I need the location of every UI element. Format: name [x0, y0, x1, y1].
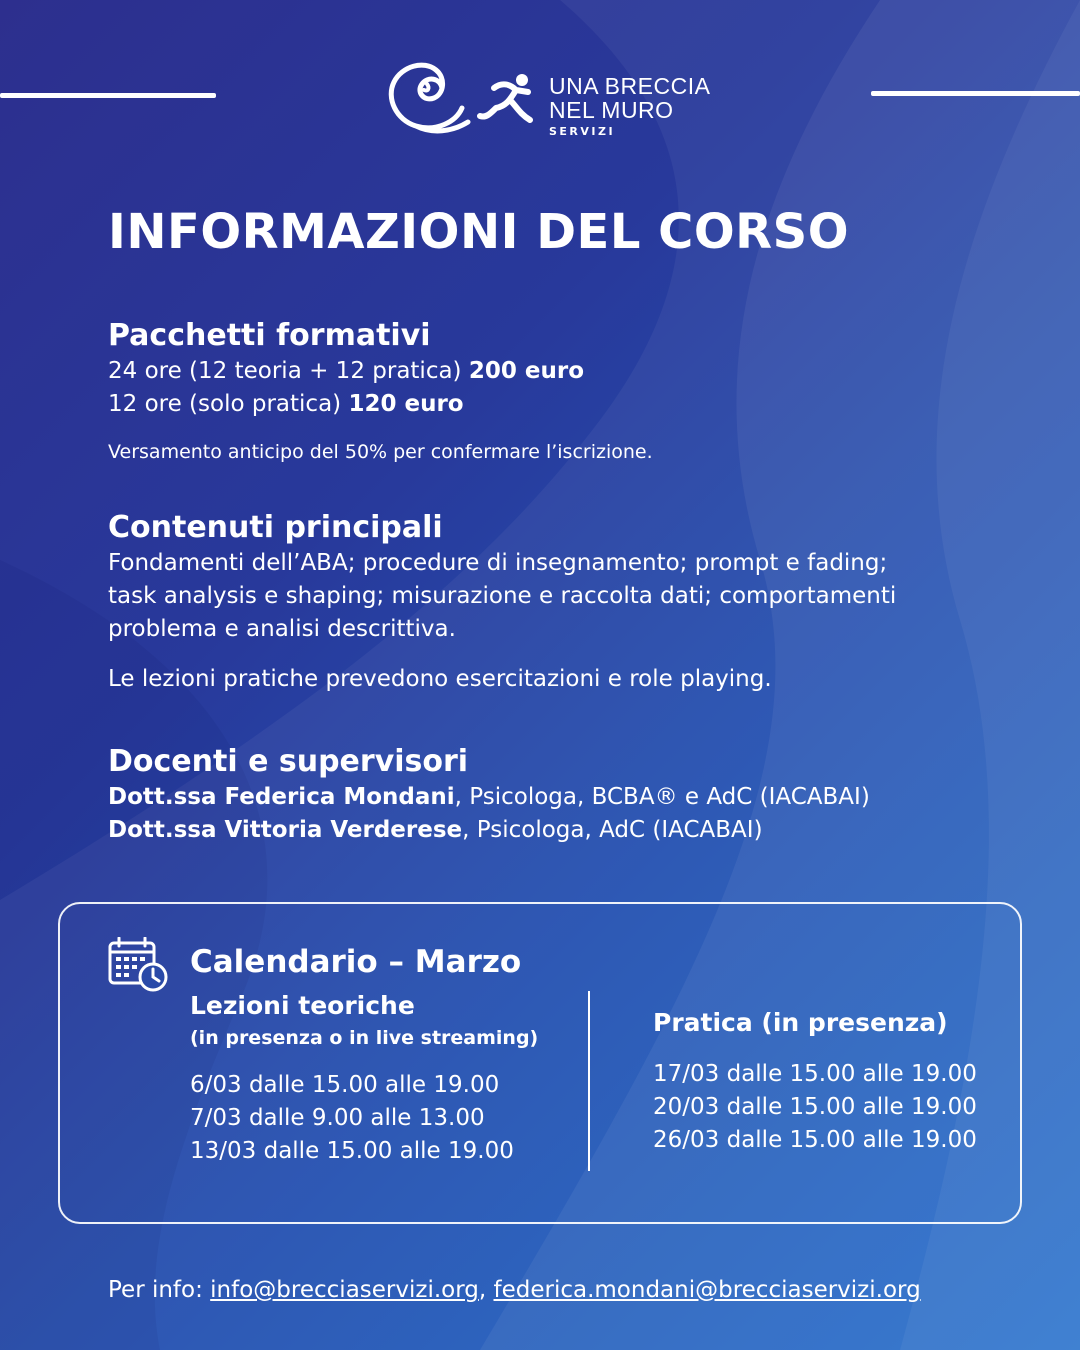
teacher-item	[108, 781, 988, 814]
package-price: 120 euro	[348, 391, 464, 417]
packages-heading: Pacchetti formativi	[108, 318, 431, 353]
theory-heading: Lezioni teoriche	[190, 991, 415, 1020]
calendar-title: Calendario – Marzo	[190, 944, 522, 980]
teacher-role: , Psicologa, AdC (IACABAI)	[462, 817, 763, 843]
brand-logo	[382, 48, 711, 140]
contents-line: Fondamenti dell’ABA; procedure di insegnamento; prompt e fading;	[108, 550, 888, 576]
contents-section	[108, 509, 988, 696]
date-item: 17/03 dalle 15.00 alle 19.00	[653, 1061, 977, 1087]
date-item: 26/03 dalle 15.00 alle 19.00	[653, 1127, 977, 1153]
teachers-heading: Docenti e supervisori	[108, 744, 469, 779]
footer-separator: ,	[478, 1277, 494, 1303]
brand-name-line2: NEL MURO	[549, 97, 674, 123]
package-description: 24 ore (12 teoria + 12 pratica)	[108, 358, 469, 384]
contact-footer	[108, 1274, 921, 1306]
package-item	[108, 388, 988, 421]
packages-note: Versamento anticipo del 50% per confermare l’iscrizione.	[108, 441, 653, 463]
date-item: 13/03 dalle 15.00 alle 19.00	[190, 1138, 514, 1164]
spiral-and-runner-logo	[382, 48, 542, 140]
package-item	[108, 355, 988, 388]
contents-line: problema e analisi descrittiva.	[108, 616, 456, 642]
teacher-name: Dott.ssa Federica Mondani	[108, 784, 455, 810]
teachers-section	[108, 743, 988, 847]
calendar-clock-icon	[107, 937, 169, 993]
date-item: 7/03 dalle 9.00 alle 13.00	[190, 1105, 485, 1131]
practice-dates	[653, 1058, 977, 1157]
teacher-item	[108, 814, 988, 847]
header-rule-left	[0, 93, 216, 98]
date-item: 20/03 dalle 15.00 alle 19.00	[653, 1094, 977, 1120]
email-link-mondani[interactable]: federica.mondani@brecciaservizi.org	[493, 1277, 921, 1303]
date-item: 6/03 dalle 15.00 alle 19.00	[190, 1072, 500, 1098]
footer-label: Per info:	[108, 1277, 211, 1303]
theory-dates	[190, 1069, 538, 1168]
email-link-info[interactable]: info@brecciaservizi.org	[210, 1277, 479, 1303]
practice-heading: Pratica (in presenza)	[653, 1008, 948, 1037]
column-divider	[588, 991, 590, 1171]
header-rule-right	[871, 91, 1080, 96]
brand-subtitle: SERVIZI	[549, 125, 616, 138]
package-price: 200 euro	[468, 358, 584, 384]
packages-section	[108, 317, 988, 466]
page-title: INFORMAZIONI DEL CORSO	[108, 204, 850, 260]
practice-column	[653, 1006, 977, 1157]
theory-column	[190, 989, 538, 1168]
brand-name-line1: UNA BRECCIA	[549, 73, 711, 99]
teacher-role: , Psicologa, BCBA® e AdC (IACABAI)	[454, 784, 870, 810]
theory-subheading: (in presenza o in live streaming)	[190, 1027, 539, 1049]
contents-heading: Contenuti principali	[108, 510, 443, 545]
contents-line: task analysis e shaping; misurazione e raccolta dati; comportamenti	[108, 583, 897, 609]
package-description: 12 ore (solo pratica)	[108, 391, 349, 417]
contents-note: Le lezioni pratiche prevedono esercitazioni e role playing.	[108, 666, 772, 692]
teacher-name: Dott.ssa Vittoria Verderese	[108, 817, 463, 843]
